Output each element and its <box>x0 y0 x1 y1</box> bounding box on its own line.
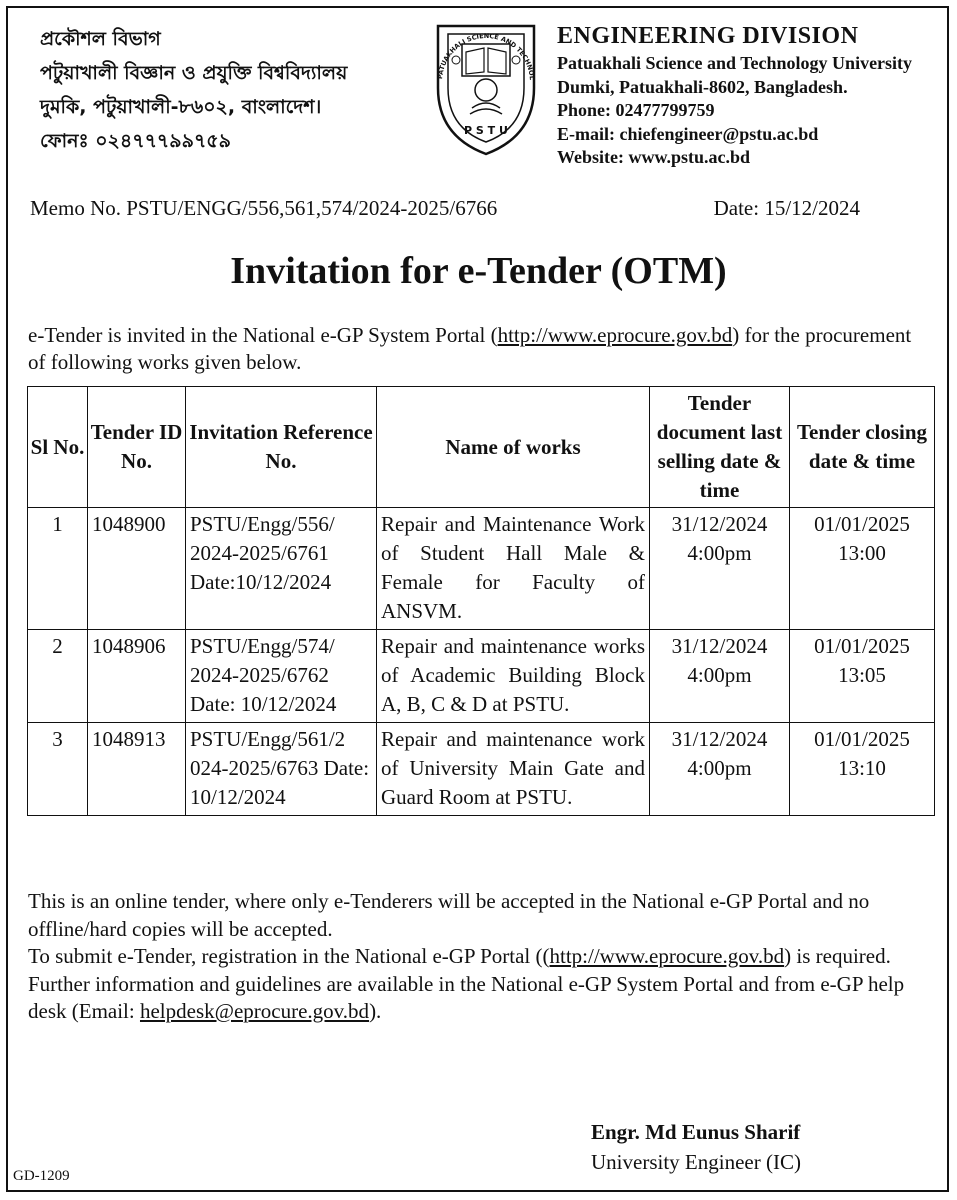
cell-works: Repair and Maintenance Work of Student Hall Male & Female for Faculty of ANSVM. <box>377 508 650 630</box>
intro-text: e-Tender is invited in the National e-GP System Portal ( <box>28 323 498 347</box>
cell-tender-id: 1048913 <box>88 723 186 816</box>
eprocure-link[interactable]: http://www.eprocure.gov.bd <box>497 323 733 347</box>
header-selling: Tender document last selling date & time <box>650 387 790 508</box>
notes-section <box>28 888 908 1026</box>
table-row <box>28 630 935 723</box>
intro-text-end: ) for the procurement of following works given below. <box>28 323 912 374</box>
cell-sl: 2 <box>28 630 88 723</box>
cell-works: Repair and maintenance work of University Main Gate and Guard Room at PSTU. <box>377 723 650 816</box>
memo-date: Date: 15/12/2024 <box>713 196 860 220</box>
svg-text:PATUAKHALI SCIENCE AND TECHNOL: PATUAKHALI SCIENCE AND TECHNOL <box>436 31 536 81</box>
selling-date: 31/12/2024 <box>671 512 768 536</box>
cell-closing <box>790 723 935 816</box>
cell-closing <box>790 508 935 630</box>
header-reference: Invitation Reference No. <box>186 387 377 508</box>
university-address: Dumki, Patuakhali-8602, Bangladesh. <box>557 76 848 97</box>
cell-works: Repair and maintenance works of Academic Building Block A, B, C & D at PSTU. <box>377 630 650 723</box>
submit-text: To submit e-Tender, registration in the National e-GP Portal (( <box>28 944 550 968</box>
submit-text-middle: ) is required. Further information and guidelines are available in the National e-GP System Portal and from e-GP help desk (Email: <box>28 944 905 1023</box>
bangla-university: পটুয়াখালী বিজ্ঞান ও প্রযুক্তি বিশ্ববিদ্যালয় <box>40 62 348 84</box>
cell-closing <box>790 630 935 723</box>
bangla-phone: ফোনঃ ০২৪৭৭৭৯৯৭৫৯ <box>40 130 231 152</box>
cell-tender-id: 1048906 <box>88 630 186 723</box>
header-works: Name of works <box>377 387 650 508</box>
submit-note <box>28 943 908 1026</box>
selling-time: 4:00pm <box>687 663 752 687</box>
cell-reference: PSTU/Engg/574/ 2024-2025/6762 Date: 10/12/2024 <box>186 630 377 723</box>
bangla-department: প্রকৌশল বিভাগ <box>40 28 161 50</box>
bangla-address: দুমকি, পটুয়াখালী-৮৬০২, বাংলাদেশ। <box>40 96 322 118</box>
email-address: E-mail: chiefengineer@pstu.ac.bd <box>557 123 819 144</box>
helpdesk-email-link[interactable]: helpdesk@eprocure.gov.bd <box>139 999 370 1023</box>
closing-date: 01/01/2025 <box>814 634 910 658</box>
english-header <box>557 20 952 170</box>
division-title: ENGINEERING DIVISION <box>557 23 859 49</box>
signatory-name: Engr. Md Eunus Sharif <box>591 1120 801 1144</box>
selling-time: 4:00pm <box>687 541 752 565</box>
website-address: Website: www.pstu.ac.bd <box>557 147 751 167</box>
signatory-designation: University Engineer (IC) <box>591 1150 801 1174</box>
header-tender-id: Tender ID No. <box>88 387 186 508</box>
table-row <box>28 508 935 630</box>
page-title: Invitation for e-Tender (OTM) <box>230 250 727 292</box>
closing-date: 01/01/2025 <box>814 727 910 751</box>
university-seal-icon <box>426 18 546 158</box>
signature-block <box>591 1117 801 1177</box>
cell-selling <box>650 508 790 630</box>
memo-number: Memo No. PSTU/ENGG/556,561,574/2024-2025/6766 <box>30 196 498 220</box>
closing-time: 13:05 <box>838 663 886 687</box>
university-name: Patuakhali Science and Technology University <box>557 53 913 73</box>
cell-reference: PSTU/Engg/556/ 2024-2025/6761 Date:10/12/2024 <box>186 508 377 630</box>
cell-tender-id: 1048900 <box>88 508 186 630</box>
header-sl: Sl No. <box>28 387 88 508</box>
table-header-row <box>28 387 935 508</box>
online-tender-note: This is an online tender, where only e-Tenderers will be accepted in the National e-GP Portal and no offline/hard copies will be accepted. <box>28 889 870 941</box>
svg-text:P S T U: P S T U <box>464 124 508 137</box>
cell-selling <box>650 630 790 723</box>
closing-time: 13:10 <box>838 756 886 780</box>
selling-date: 31/12/2024 <box>671 634 768 658</box>
closing-date: 01/01/2025 <box>814 512 910 536</box>
header-closing: Tender closing date & time <box>790 387 935 508</box>
eprocure-link[interactable]: http://www.eprocure.gov.bd <box>549 944 785 968</box>
tender-table <box>27 386 935 816</box>
cell-reference: PSTU/Engg/561/2 024-2025/6763 Date: 10/12/2024 <box>186 723 377 816</box>
table-row <box>28 723 935 816</box>
footer-code: GD-1209 <box>13 1168 70 1184</box>
closing-time: 13:00 <box>838 541 886 565</box>
intro-paragraph <box>28 322 928 376</box>
memo-row <box>30 196 860 221</box>
selling-date: 31/12/2024 <box>671 727 768 751</box>
cell-sl: 3 <box>28 723 88 816</box>
bangla-header <box>40 22 415 158</box>
submit-text-end: ). <box>369 999 382 1023</box>
selling-time: 4:00pm <box>687 756 752 780</box>
cell-selling <box>650 723 790 816</box>
cell-sl: 1 <box>28 508 88 630</box>
phone-number: Phone: 02477799759 <box>557 100 715 120</box>
